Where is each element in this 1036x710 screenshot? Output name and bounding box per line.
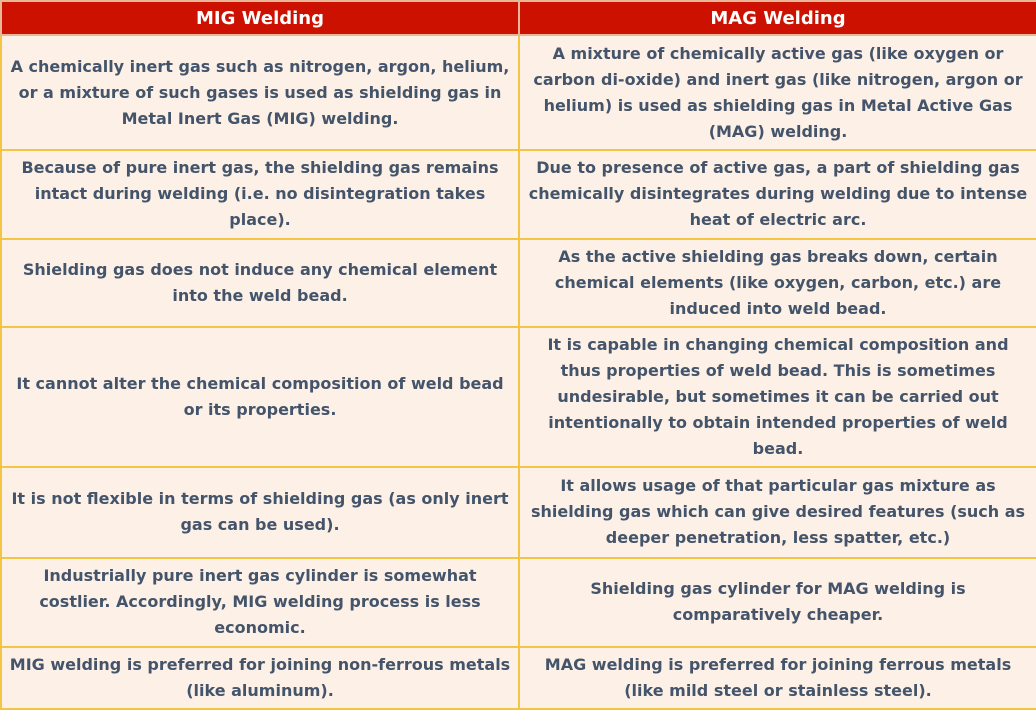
table-row (1, 150, 1036, 238)
table-row (1, 35, 1036, 150)
mag-cell: As the active shielding gas breaks down, certain chemical elements (like oxygen, carbon, etc.) are induced into weld bead. (519, 239, 1036, 327)
mag-cell: MAG welding is preferred for joining ferrous metals (like mild steel or stainless steel). (519, 647, 1036, 709)
mig-cell: It is not flexible in terms of shielding gas (as only inert gas can be used). (1, 467, 519, 557)
header-mig-welding: MIG Welding (1, 1, 519, 35)
table-row (1, 467, 1036, 557)
mig-cell: Because of pure inert gas, the shielding gas remains intact during welding (i.e. no disintegration takes place). (1, 150, 519, 238)
mig-cell: MIG welding is preferred for joining non-ferrous metals (like aluminum). (1, 647, 519, 709)
mig-cell: A chemically inert gas such as nitrogen, argon, helium, or a mixture of such gases is used as shielding gas in Metal Inert Gas (MIG) welding. (1, 35, 519, 150)
table-row (1, 647, 1036, 709)
mig-cell: Shielding gas does not induce any chemical element into the weld bead. (1, 239, 519, 327)
mag-cell: It allows usage of that particular gas mixture as shielding gas which can give desired features (such as deeper penetration, less spatter, etc.) (519, 467, 1036, 557)
mig-cell: Industrially pure inert gas cylinder is somewhat costlier. Accordingly, MIG welding process is less economic. (1, 558, 519, 647)
mag-cell: Shielding gas cylinder for MAG welding is comparatively cheaper. (519, 558, 1036, 647)
mag-cell: Due to presence of active gas, a part of shielding gas chemically disintegrates during welding due to intense heat of electric arc. (519, 150, 1036, 238)
mag-cell: It is capable in changing chemical composition and thus properties of weld bead. This is sometimes undesirable, but sometimes it can be carried out intentionally to obtain intended properties of weld bead. (519, 327, 1036, 467)
table-row (1, 239, 1036, 327)
header-row (1, 1, 1036, 35)
table-row (1, 327, 1036, 467)
mag-cell: A mixture of chemically active gas (like oxygen or carbon di-oxide) and inert gas (like nitrogen, argon or helium) is used as shielding gas in Metal Active Gas (MAG) welding. (519, 35, 1036, 150)
table-row (1, 558, 1036, 647)
mig-cell: It cannot alter the chemical composition of weld bead or its properties. (1, 327, 519, 467)
header-mag-welding: MAG Welding (519, 1, 1036, 35)
